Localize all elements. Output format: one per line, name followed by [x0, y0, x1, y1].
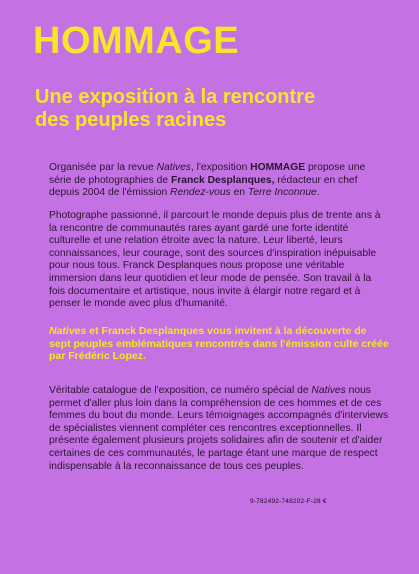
photographer-paragraph: Photographe passionné, il parcourt le monde depuis plus de trente ans à la rencontre de communautés rares ayant gardé une forte identité culturelle et une relation étroite avec la nature. Leur liberté, leurs connaissances, leur courage, sont des sources d'inspiration inépuisable pour nous tous. Franck Desplanques nous propose une véritable immersion dans leur quotidien et leur mode de pensée. Son travail à la fois documentaire et artistique, nous invite à élargir notre regard et à penser le monde avec plus d'humanité. [49, 210, 381, 310]
highlight-magazine-name: Natives [49, 325, 87, 337]
catalogue-paragraph [49, 385, 389, 473]
magazine-name: Natives [156, 162, 191, 173]
show-name-part1: Rendez-vous [170, 187, 231, 199]
intro-text-f: . [316, 187, 320, 199]
barcode-number: 9-782492-748202-F-28 € [250, 498, 327, 505]
intro-text-c: propose une série de photographies de [49, 162, 366, 186]
show-name-part2: Terre Inconnue [247, 187, 317, 199]
catalogue-text-b: nous permet d'aller plus loin dans la compréhension de ces hommes et de ces femmes du bout du monde. Leurs témoignages accompagnés d'interviews de spécialistes viennent compléter ces rencontres exceptionnelles. Il présente également plusieurs projets solidaires afin de soutenir et d'aider certaines de ces communautés, le partage étant une marque de respect indispensable à la reconnaissance de tous ces peuples. [49, 385, 389, 472]
intro-text-e: en [230, 187, 248, 199]
intro-paragraph [49, 162, 389, 200]
photographer-name: Franck Desplanques, [170, 174, 275, 186]
intro-text-d: rédacteur en chef depuis 2004 de l'émission [49, 174, 358, 199]
intro-text-a: Organisée par la revue [49, 162, 157, 173]
highlight-paragraph [49, 325, 389, 363]
subtitle-line-1: Une exposition à la rencontre [35, 86, 316, 108]
subtitle-line-2: des peuples racines [35, 109, 227, 131]
catalogue-magazine-name: Natives [311, 385, 346, 396]
cover-subtitle [35, 86, 395, 132]
intro-text-b: , l'exposition [190, 162, 251, 173]
cover-title: HOMMAGE [33, 20, 240, 62]
highlight-text: et Franck Desplanques vous invitent à la découverte de sept peuples emblématiques rencontrés dans l'émission culte créée par Frédéric Lopez. [49, 325, 389, 363]
exhibition-name: HOMMAGE [250, 162, 306, 173]
catalogue-text-a: Véritable catalogue de l'exposition, ce numéro spécial de [49, 385, 312, 396]
